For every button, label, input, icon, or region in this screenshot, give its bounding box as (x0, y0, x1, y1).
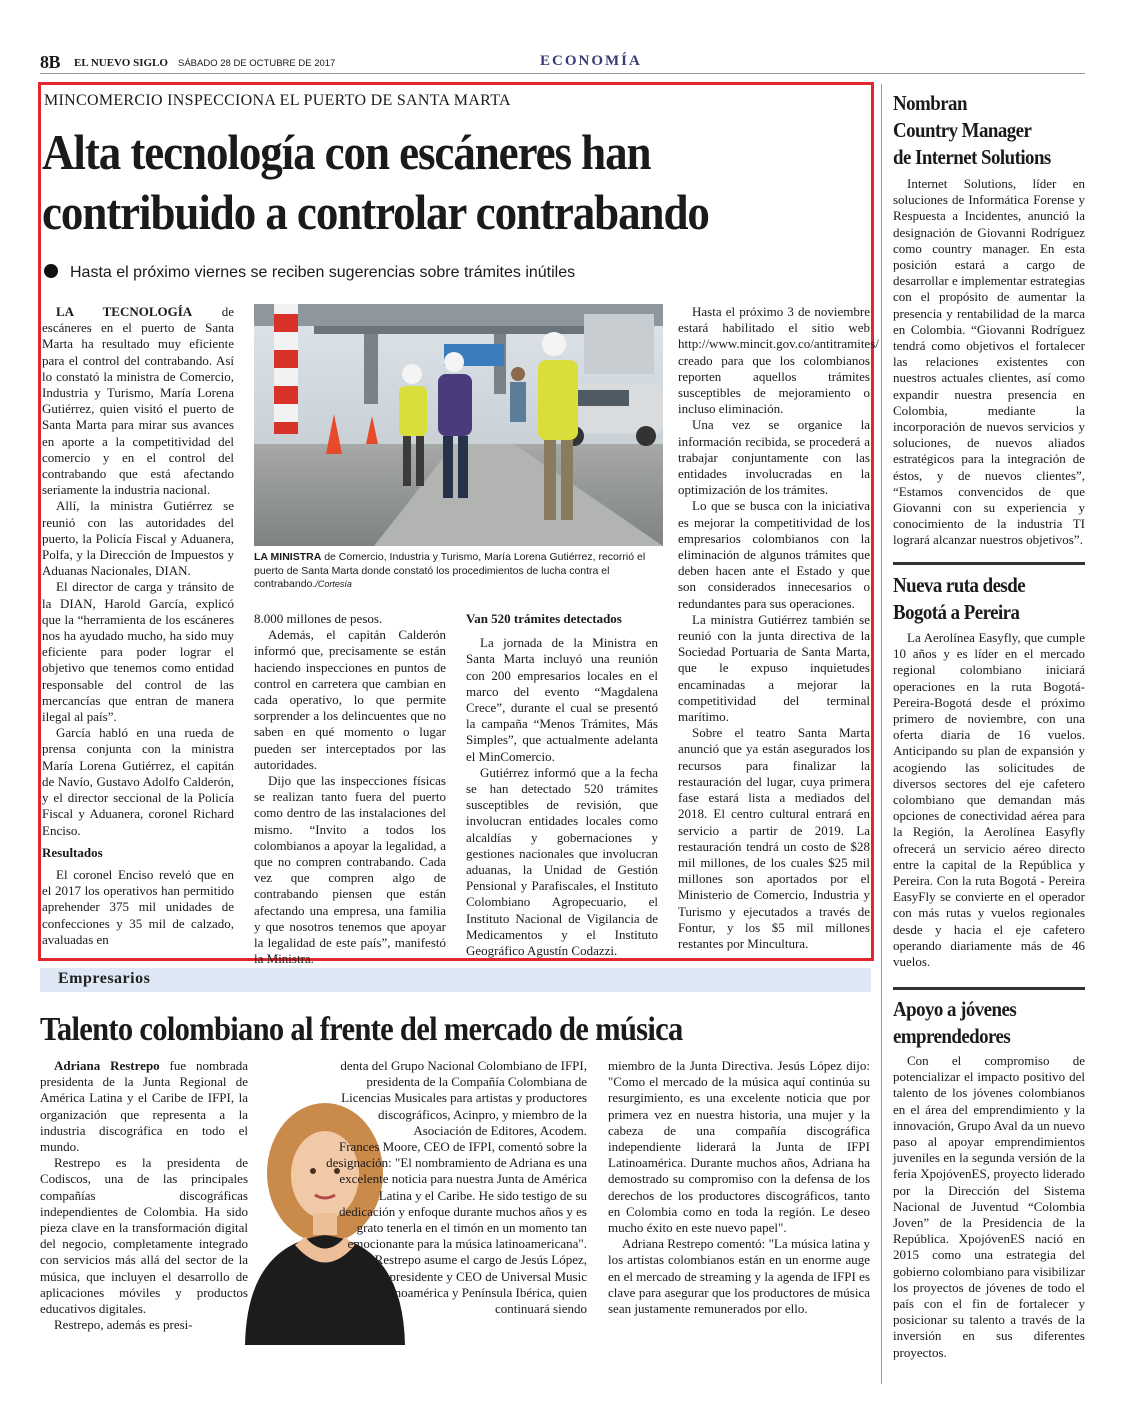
headline-line: Apoyo a jóvenes (893, 997, 1017, 1021)
paragraph: denta del Grupo Nacional Colombiano de IFPI, presidenta de la Compañía Colombiana de Licencias Musicales para artistas y productores discográficos, Acinpro, y miembro de la Asociación de Editores, Acodem. (340, 1058, 587, 1138)
headline-line: de Internet Solutions (893, 145, 1051, 169)
bullet-icon (44, 264, 58, 278)
paragraph: miembro de la Junta Directiva. Jesús López dijo: "Como el mercado de la música aquí continúa su resurgimiento, es una excelente noticia que por primera vez en nuestra historia, una mujer y la cabeza de una compañía discográfica independiente liderará la Junta de IFPI Latinoamérica. Durante muchos años, Adriana ha demostrado su compromiso con la defensa de los derechos de los productores discográficos, tanto en Colombia como en toda la región. Le deseo mucho éxito en este nuevo papel". (608, 1058, 870, 1236)
sidebar-story-2-body (893, 630, 1085, 970)
main-story-headline (42, 122, 789, 242)
paragraph: Hasta el próximo 3 de noviembre estará habilitado el sitio web http://www.mincit.gov.co/antitramites/ creado para que los colombianos reporten aquellos trámites susceptibles de mejoramiento o incluso eliminación. (678, 304, 879, 417)
paragraph: Internet Solutions, líder en soluciones de Informática Forense y Respuesta a Incidentes, anunció la designación de Giovanni Rodríguez como country manager. En esta posición estará a cargo de desarrollar e implementar estrategias con el propósito de aumentar la presencia y rentabilidad de la marca en Colombia. “Giovanni Rodríguez tendrá como objetivos el fortalecer las relaciones existentes con nuestros actuales clientes, así como expandir nuestra presencia en Colombia, mediante la incorporación de nuevos servicios y soluciones, de nuevos aliados estratégicos para la integración de éstos, y de nuevos clientes”, “Estamos convencidos de que Giovanni con su experiencia y conocimiento de la industria TI logrará alcanzar nuestros objetivos”. (893, 176, 1085, 548)
sidebar-story-1-headline (893, 90, 1064, 171)
page-header (40, 50, 1085, 74)
photo-credit: /Cortesía (315, 579, 352, 589)
subheading-tramites: Van 520 trámites detectados (466, 611, 622, 626)
sidebar-story-1-body (893, 176, 1085, 549)
paragraph: García habló en una rueda de prensa conjunta con la ministra María Lorena Gutiérrez, el capitán de Navío, Gustavo Adolfo Calderón, y el director seccional de la Policía Fiscal y Aduanera, coronel Richard Enciso. (42, 725, 234, 838)
sidebar-story-3-body (893, 1053, 1085, 1361)
sidebar-separator (893, 562, 1085, 565)
subheading-resultados: Resultados (42, 844, 103, 860)
caption-text: de Comercio, Industria y Turismo, María Lorena Gutiérrez, recorrió el puerto de Santa Marta donde constató los procedimientos de lucha contra el contrabando. (254, 551, 646, 590)
headline-line: Bogotá a Pereira (893, 600, 1020, 624)
caption-lead: LA MINISTRA (254, 551, 322, 563)
paragraph: La ministra Gutiérrez también se reunió con la junta directiva de la Sociedad Portuaria de Santa Marta, que le expuso inquietudes encaminadas a mejorar la competitividad del terminal marítimo. (678, 611, 870, 725)
main-story-column-2 (254, 611, 446, 967)
headline-line-2: contribuido a controlar contrabando (42, 184, 709, 240)
sidebar-separator (893, 987, 1085, 990)
photo-illustration (254, 304, 663, 546)
paragraph: Gutiérrez informó que a la fecha se han detectado 520 trámites susceptibles de revisión, que involucran entidades locales como alcaldías y gobernaciones y gestiones nacionales que involucran aduanas, la Unidad de Gestión Pensional y Parafiscales, el Instituto Colombiano Agropecuario, el Instituto Nacional de Vigilancia de Medicamentos y el Instituto Geográfico Agustín Codazzi. (466, 764, 658, 959)
second-story-column-3 (608, 1058, 870, 1317)
headline-line-1: Alta tecnología con escáneres han (42, 124, 651, 180)
section-title: ECONOMÍA (540, 53, 642, 69)
second-story-column-1 (40, 1058, 248, 1333)
paragraph: Con el compromiso de potencializar el impacto positivo del talento de los jóvenes colombianos en el área del emprendimiento y la innovación, Grupo Aval da un nuevo paso al apoyar emprendimientos juveniles en la segunda versión de la feria XpojóvenES, proyecto liderado por la Dirección del Sistema Nacional de Juventud “Colombia Joven” de la Presidencia de la República. XpojóvenES nació en 2015 como una estrategia del gobierno colombiano para visibilizar los proyectos de jóvenes de todo el país con el fin de fortalecer y posicionar su talento a través de la inversión en sus diferentes proyectos. (893, 1053, 1085, 1360)
paragraph: La Aerolínea Easyfly, que cumple 10 años y es líder en el mercado regional colombiano iniciará operaciones en la ruta Bogotá-Pereira-Bogotá desde el próximo primero de noviembre, con una oferta diaria de 16 vuelos. Anticipando su plan de expansión y acogiendo las solicitudes de diversos sectores del eje cafetero colombiano que demandan más opciones de conectividad aérea para la Región, la Aerolínea Easyfly ofrecerá un servicio aéreo directo entre la capital de la República y Pereira. Con la ruta Bogotá - Pereira EasyFly se convierte en el operador con más rutas y vuelos regionales desde y hacia el eje cafetero operando diariamente más de 46 vuelos. (893, 630, 1085, 970)
paragraph: Restrepo es la presidenta de Codiscos, una de las principales compañías discográficas independientes de Colombia. Ha sido pieza clave en la transformación digital del negocio, completamente integrado con servicios más allá del sector de la música, que incluyen el desarrollo de aplicaciones móviles y productos educativos digitales. (40, 1155, 248, 1317)
paragraph: Adriana Restrepo comentó: "La música latina y los artistas colombianos están en un enorme auge en el mercado de streaming y la agenda de IFPI es clave para asegurar que los productores de música sean justamente remunerados por ello. (608, 1236, 870, 1317)
paragraph: Frances Moore, CEO de IFPI, comentó sobre la designación: "El nombramiento de Adriana es una excelente noticia para nuestra Junta de América Latina y el Caribe. He sido testigo de su dedicación y enfoque durante muchos años y es grato tenerla en el timón en un momento tan emocionante para la música latinoamericana". (326, 1139, 587, 1252)
paragraph: Allí, la ministra Gutiérrez se reunió con las autoridades del puerto, la Policía Fiscal y Aduanera, Polfa, y la Dirección de Impuestos y Aduanas Nacionales, DIAN. (42, 498, 234, 579)
photo-caption (254, 551, 664, 592)
band-label: Empresarios (58, 970, 151, 987)
section-band-empresarios (40, 968, 871, 992)
headline-line: Country Manager (893, 118, 1032, 142)
main-story-subhead (44, 264, 575, 282)
main-story-kicker: MINCOMERCIO INSPECCIONA EL PUERTO DE SANTA MARTA (44, 92, 511, 109)
lead-in: Adriana Restrepo (54, 1058, 160, 1073)
subhead-text: Hasta el próximo viernes se reciben sugerencias sobre trámites inútiles (70, 264, 576, 281)
paragraph: 8.000 millones de pesos. (254, 611, 383, 626)
paragraph: fue nombrada presidenta de la Junta Regional de América Latina y el Caribe de IFPI, la organización que representa a la industria discográfica en todo el mundo. (40, 1058, 248, 1155)
sidebar-divider (881, 84, 882, 1384)
paragraph: El director de carga y tránsito de la DIAN, Harold García, explicó que la “herramienta de los escáneres nos ha ayudado mucho, ha sido muy eficiente para poder lograr el objetivo que tenemos como entidad responsable del control de las mercancías que entran de manera ilegal al país”. (42, 579, 234, 725)
publication-name: EL NUEVO SIGLO (74, 57, 168, 69)
paragraph: Lo que se busca con la iniciativa es mejorar la competitividad de los empresarios colombianos con la eliminación de algunos trámites que deben hacen ante el Estado y que son considerados innecesarios o redundantes para sus operaciones. (678, 498, 870, 611)
paragraph: Restrepo asume el cargo de Jesús López, presidente y CEO de Universal Music Latinoamérica y Península Ibérica, quien continuará siendo (373, 1252, 587, 1317)
headline-line: emprendedores (893, 1024, 1011, 1048)
headline-line: Nueva ruta desde (893, 573, 1026, 597)
paragraph: El coronel Enciso reveló que en el 2017 los operativos han permitido aprehender 375 mil unidades de confecciones y 35 mil de calzado, avaluadas en (42, 866, 234, 947)
lead-in: LA TECNOLOGÍA (56, 304, 193, 319)
sidebar-story-3-headline (893, 996, 1064, 1050)
main-story-column-4 (678, 304, 879, 952)
header-rule (40, 73, 1085, 74)
main-story-column-3 (466, 611, 658, 959)
paragraph: Además, el capitán Calderón informó que, precisamente se están haciendo inspecciones en puntos de control en carretera que cambian en cada operativo, lo que permite sorprender a los delincuentes que no saben en qué momento o lugar pueden ser interceptados por las autoridades. (254, 627, 446, 772)
paragraph: Sobre el teatro Santa Marta anunció que ya están asegurados los recursos para finalizar la restauración del lugar, cuya primera fase estará lista a mediados del 2018. El centro cultural entrará en servicio a partir de 2019. La restauración tendrá un costo de $28 mil millones, de los cuales $25 mil millones son aportados por el Ministerio de Comercio, Industria y Turismo y ejecutados a través de Fontur, y los $5 mil millones restantes por Mincultura. (678, 725, 870, 951)
second-story-headline: Talento colombiano al frente del mercado de música (40, 1011, 683, 1048)
sidebar-story-2-headline (893, 572, 1064, 626)
paragraph: Restrepo, además es presi- (54, 1317, 193, 1333)
main-story-column-1 (42, 304, 234, 948)
port-inspection-photo (254, 304, 663, 546)
paragraph: Una vez se organice la información recibida, se procederá a trabajar conjuntamente con las entidades involucradas en la optimización de los trámites. (678, 417, 870, 498)
page-number: 8B (40, 52, 61, 72)
headline-line: Nombran (893, 91, 967, 115)
paragraph: La jornada de la Ministra en Santa Marta incluyó una reunión con 200 empresarios locales en el marco del evento “Magdalena Crece”, durante el cual se presentó la campaña “Menos Trámites, Más Simples”, que actualmente adelanta el MinComercio. (466, 635, 658, 764)
second-story-column-2 (324, 1058, 587, 1317)
publication-date: SÁBADO 28 DE OCTUBRE DE 2017 (178, 58, 336, 69)
paragraph: Dijo que las inspecciones físicas se realizan tanto fuera del puerto como dentro de las instalaciones del mismo. “Invito a todos los colombianos a apoyar la legalidad, a que no compren contrabando. Cada vez que compren algo de contrabando piensen que están afectando una empresa, una familia y que nosotros tenemos que apoyar la legalidad de este país”, manifestó la Ministra. (254, 773, 446, 967)
paragraph: de escáneres en el puerto de Santa Marta ha resultado muy eficiente para el control del contrabando. Así lo constató la ministra de Comercio, Industria y Turismo, María Lorena Gutiérrez, quien visitó el puerto de Santa Marta para mirar sus avances en aporte a la competitividad del comercio y en el control del contrabando que está afectando seriamente la industria nacional. (42, 304, 234, 498)
